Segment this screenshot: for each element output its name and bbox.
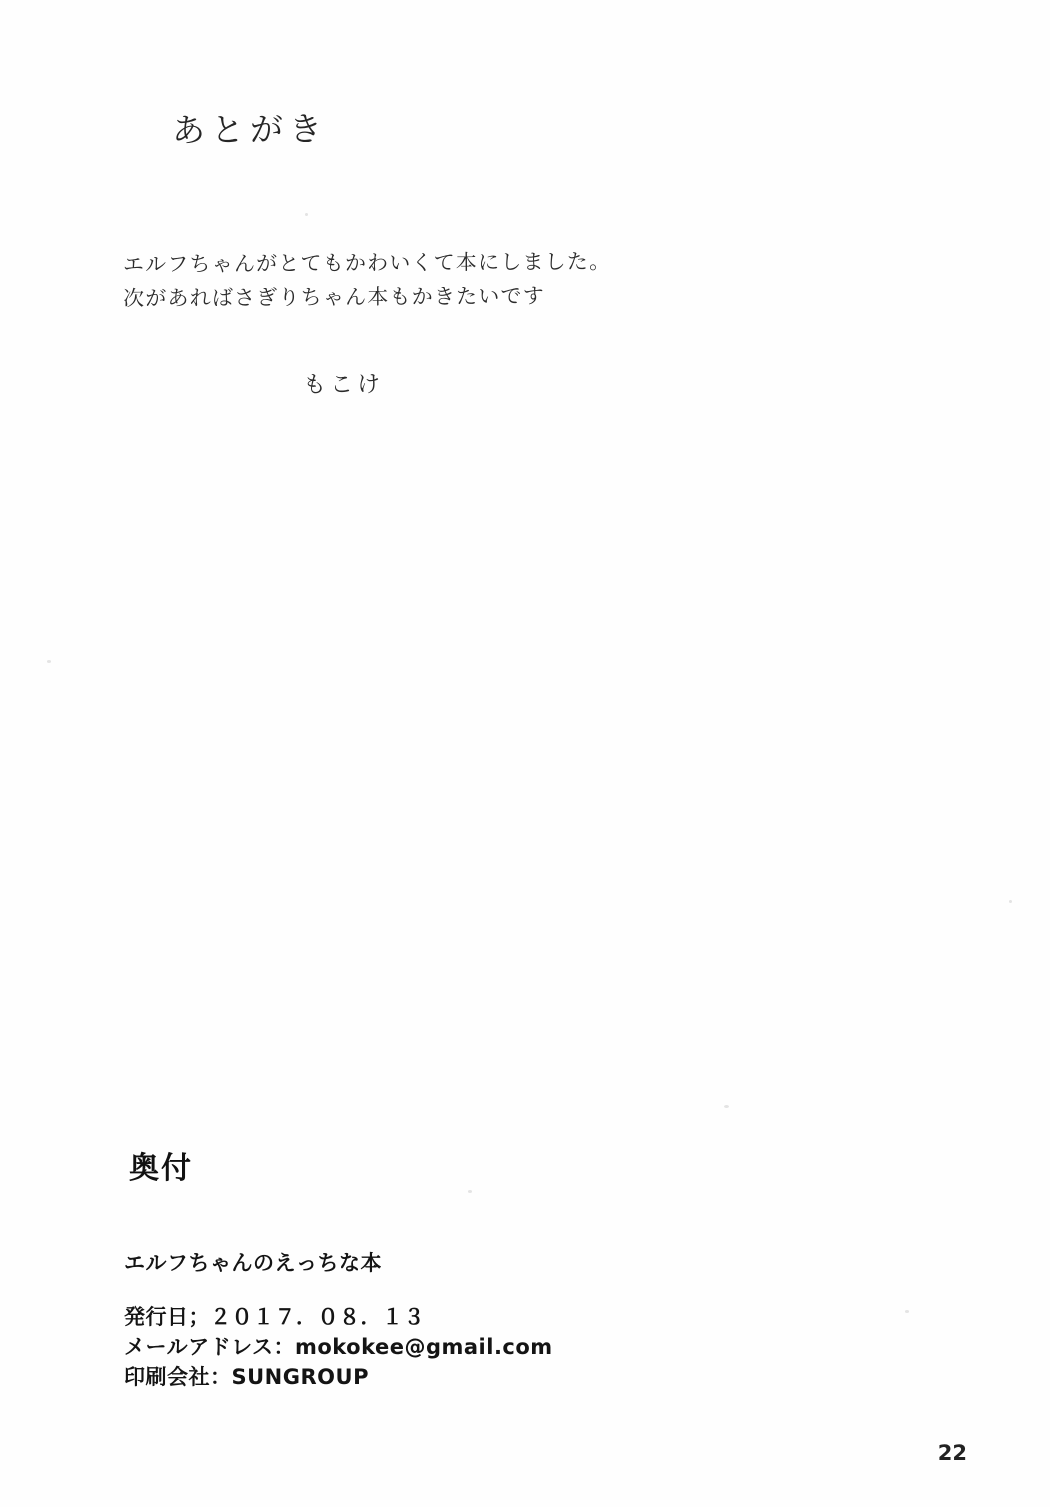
- scan-speck: [905, 1310, 909, 1313]
- colophon-publication-date: 発行日；２０１７．０８．１３: [124, 1305, 425, 1329]
- scan-speck: [468, 1190, 472, 1193]
- colophon-email-address: メールアドレス：mokokee@gmail.com: [124, 1335, 553, 1359]
- scan-speck: [47, 660, 51, 663]
- afterword-heading: あとがき: [171, 109, 329, 150]
- scan-speck: [305, 213, 308, 216]
- scan-speck: [1009, 900, 1012, 903]
- colophon-printing-company: 印刷会社：SUNGROUP: [124, 1365, 369, 1389]
- scan-speck: [724, 1105, 729, 1108]
- colophon-details: [124, 1302, 553, 1392]
- colophon-heading: 奥付: [129, 1151, 193, 1186]
- page-number: 22: [937, 1441, 967, 1465]
- afterword-body-text: エルフちゃんがとてもかわいくて本にしました。 次があればさぎりちゃん本もかきたいです: [122, 249, 612, 311]
- afterword-signature: もこけ: [302, 371, 385, 399]
- colophon-work-title: エルフちゃんのえっちな本: [124, 1251, 382, 1275]
